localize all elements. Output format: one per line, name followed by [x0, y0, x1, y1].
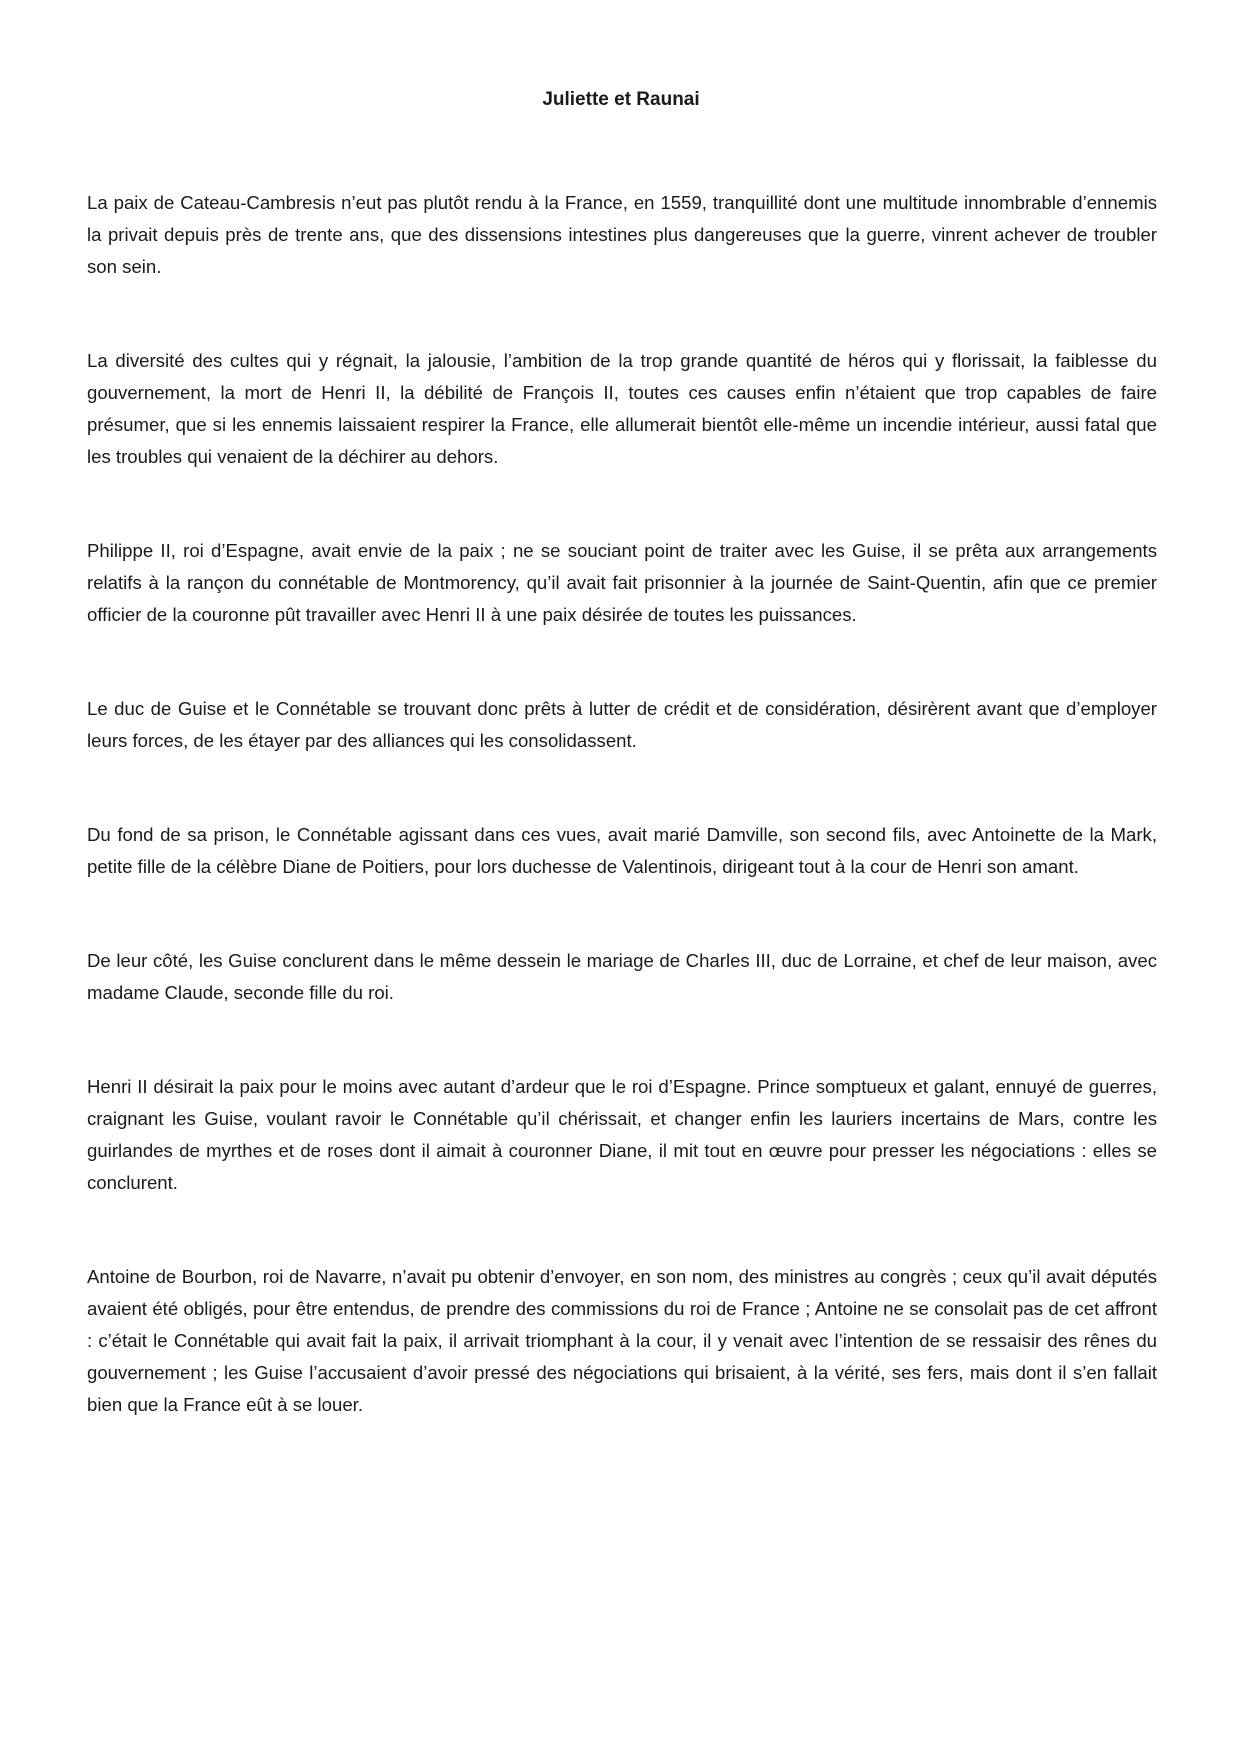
paragraph-5: Du fond de sa prison, le Connétable agissant dans ces vues, avait marié Damville, son second fils, avec Antoinette de la Mark, petite fille de la célèbre Diane de Poitiers, pour lors duchesse de Valentinois, dirigeant tout à la cour de Henri son amant.: [87, 824, 1157, 877]
paragraph-8: Antoine de Bourbon, roi de Navarre, n’avait pu obtenir d’envoyer, en son nom, des ministres au congrès ; ceux qu’il avait députés avaient été obligés, pour être entendus, de prendre des commissions du roi de France ; Antoine ne se consolait pas de cet affront : c’était le Connétable qui avait fait la paix, il arrivait triomphant à la cour, il y venait avec l’intention de se ressaisir des rênes du gouvernement ; les Guise l’accusaient d’avoir pressé des négociations qui brisaient, à la vérité, ses fers, mais dont il s’en fallait bien que la France eût à se louer.: [87, 1266, 1157, 1415]
document-title: Juliette et Raunai: [542, 89, 700, 110]
paragraph-6: De leur côté, les Guise conclurent dans le même dessein le mariage de Charles III, duc de Lorraine, et chef de leur maison, avec madame Claude, seconde fille du roi.: [87, 950, 1157, 1003]
paragraph-1: La paix de Cateau-Cambresis n’eut pas plutôt rendu à la France, en 1559, tranquillité dont une multitude innombrable d’ennemis la privait depuis près de trente ans, que des dissensions intestines plus dangereuses que la guerre, vinrent achever de troubler son sein.: [87, 192, 1157, 277]
paragraph-2: La diversité des cultes qui y régnait, la jalousie, l’ambition de la trop grande quantité de héros qui y florissait, la faiblesse du gouvernement, la mort de Henri II, la débilité de François II, toutes ces causes enfin n’étaient que trop capables de faire présumer, que si les ennemis laissaient respirer la France, elle allumerait bientôt elle-même un incendie intérieur, aussi fatal que les troubles qui venaient de la déchirer au dehors.: [87, 350, 1157, 467]
document-body: [87, 187, 1157, 1421]
paragraph-7: Henri II désirait la paix pour le moins avec autant d’ardeur que le roi d’Espagne. Prince somptueux et galant, ennuyé de guerres, craignant les Guise, voulant ravoir le Connétable qu’il chérissait, et changer enfin les lauriers incertains de Mars, contre les guirlandes de myrthes et de roses dont il aimait à couronner Diane, il mit tout en œuvre pour presser les négociations : elles se conclurent.: [87, 1076, 1157, 1193]
paragraph-4: Le duc de Guise et le Connétable se trouvant donc prêts à lutter de crédit et de considération, désirèrent avant que d’employer leurs forces, de les étayer par des alliances qui les consolidassent.: [87, 698, 1157, 751]
paragraph-3: Philippe II, roi d’Espagne, avait envie de la paix ; ne se souciant point de traiter avec les Guise, il se prêta aux arrangements relatifs à la rançon du connétable de Montmorency, qu’il avait fait prisonnier à la journée de Saint-Quentin, afin que ce premier officier de la couronne pût travailler avec Henri II à une paix désirée de toutes les puissances.: [87, 540, 1157, 625]
